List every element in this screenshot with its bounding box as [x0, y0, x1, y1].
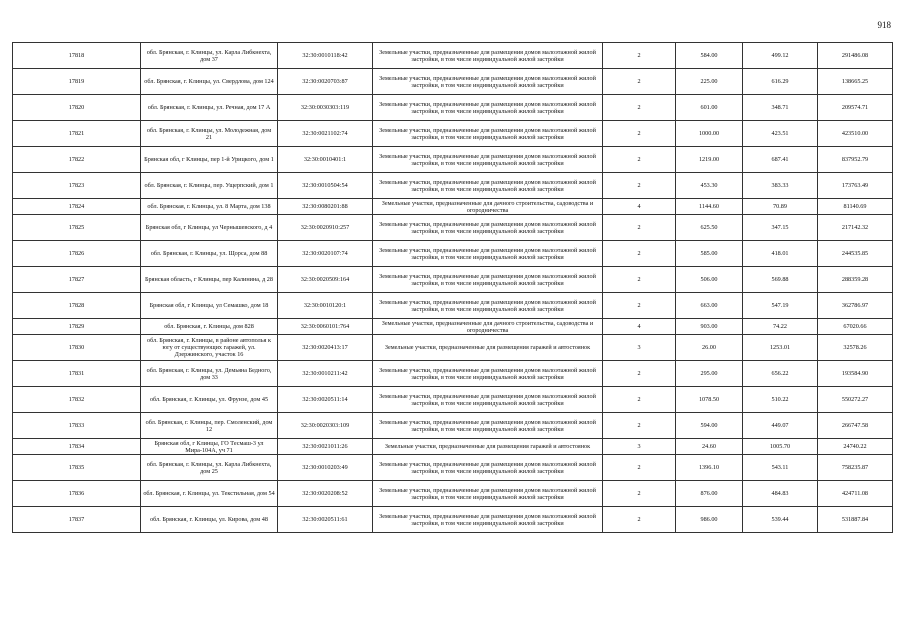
- page-number: 918: [877, 20, 891, 30]
- land-use-cell: Земельные участки, предназначенные для размещения домов малоэтажной жилой застройки, в том числе индивидуальной жилой застройки: [373, 387, 603, 413]
- cadastral-number-cell: 32:30:0010203:49: [278, 455, 373, 481]
- address-cell: обл. Брянская, г. Клинцы, ул. Речная, дом 17 А: [141, 95, 278, 121]
- table-row: [13, 507, 893, 533]
- cadastral-value-cell: 193584.90: [818, 361, 893, 387]
- table-row: [13, 43, 893, 69]
- area-cell: 26.00: [676, 335, 743, 361]
- cadastral-number-cell: 32:30:0030303:119: [278, 95, 373, 121]
- cadastral-number-cell: 32:30:0020413:17: [278, 335, 373, 361]
- rate-cell: 348.71: [743, 95, 818, 121]
- cadastral-value-cell: 550272.27: [818, 387, 893, 413]
- area-cell: 585.00: [676, 241, 743, 267]
- cadastral-number-cell: 32:30:0010504:54: [278, 173, 373, 199]
- cadastral-value-cell: 424711.08: [818, 481, 893, 507]
- land-use-cell: Земельные участки, предназначенные для размещения домов малоэтажной жилой застройки, в том числе индивидуальной жилой застройки: [373, 455, 603, 481]
- group-cell: 2: [603, 173, 676, 199]
- row-id: 17831: [13, 361, 141, 387]
- area-cell: 24.60: [676, 439, 743, 455]
- land-use-cell: Земельные участки, предназначенные для размещения домов малоэтажной жилой застройки, в том числе индивидуальной жилой застройки: [373, 361, 603, 387]
- row-id: 17826: [13, 241, 141, 267]
- land-use-cell: Земельные участки, предназначенные для размещения домов малоэтажной жилой застройки, в том числе индивидуальной жилой застройки: [373, 215, 603, 241]
- cadastral-value-cell: 288359.28: [818, 267, 893, 293]
- address-cell: обл. Брянская, г. Клинцы, ул. Молодежная, дом 21: [141, 121, 278, 147]
- rate-cell: 449.07: [743, 413, 818, 439]
- cadastral-number-cell: 32:30:0010120:1: [278, 293, 373, 319]
- row-id: 17833: [13, 413, 141, 439]
- cadastral-value-cell: 173763.49: [818, 173, 893, 199]
- cadastral-number-cell: 32:30:0080201:88: [278, 199, 373, 215]
- table-row: [13, 387, 893, 413]
- row-id: 17835: [13, 455, 141, 481]
- row-id: 17830: [13, 335, 141, 361]
- area-cell: 594.00: [676, 413, 743, 439]
- area-cell: 625.50: [676, 215, 743, 241]
- cadastral-number-cell: 32:30:0020208:52: [278, 481, 373, 507]
- rate-cell: 423.51: [743, 121, 818, 147]
- rate-cell: 347.15: [743, 215, 818, 241]
- group-cell: 2: [603, 413, 676, 439]
- area-cell: 601.00: [676, 95, 743, 121]
- group-cell: 2: [603, 95, 676, 121]
- land-use-cell: Земельные участки, предназначенные для размещения домов малоэтажной жилой застройки, в том числе индивидуальной жилой застройки: [373, 413, 603, 439]
- cadastral-value-cell: 837952.79: [818, 147, 893, 173]
- cadastral-value-cell: 244535.85: [818, 241, 893, 267]
- group-cell: 2: [603, 361, 676, 387]
- row-id: 17819: [13, 69, 141, 95]
- area-cell: 663.00: [676, 293, 743, 319]
- group-cell: 3: [603, 335, 676, 361]
- table-row: [13, 199, 893, 215]
- area-cell: 1000.00: [676, 121, 743, 147]
- table-row: [13, 319, 893, 335]
- cadastral-number-cell: 32:30:0021011:26: [278, 439, 373, 455]
- cadastral-value-cell: 531887.84: [818, 507, 893, 533]
- address-cell: обл. Брянская, г. Клинцы, пер. Ущерпский, дом 1: [141, 173, 278, 199]
- table-row: [13, 215, 893, 241]
- row-id: 17823: [13, 173, 141, 199]
- land-use-cell: Земельные участки, предназначенные для размещения гаражей и автостоянок: [373, 439, 603, 455]
- area-cell: 295.00: [676, 361, 743, 387]
- cadastral-value-cell: 758235.87: [818, 455, 893, 481]
- cadastral-number-cell: 32:30:0020107:74: [278, 241, 373, 267]
- row-id: 17834: [13, 439, 141, 455]
- cadastral-number-cell: 32:30:0020910:257: [278, 215, 373, 241]
- group-cell: 2: [603, 43, 676, 69]
- cadastral-number-cell: 32:30:0020511:14: [278, 387, 373, 413]
- land-use-cell: Земельные участки, предназначенные для размещения домов малоэтажной жилой застройки, в том числе индивидуальной жилой застройки: [373, 69, 603, 95]
- cadastral-value-cell: 423510.00: [818, 121, 893, 147]
- rate-cell: 1005.70: [743, 439, 818, 455]
- rate-cell: 74.22: [743, 319, 818, 335]
- row-id: 17825: [13, 215, 141, 241]
- group-cell: 4: [603, 319, 676, 335]
- land-use-cell: Земельные участки, предназначенные для размещения домов малоэтажной жилой застройки, в том числе индивидуальной жилой застройки: [373, 121, 603, 147]
- area-cell: 1078.50: [676, 387, 743, 413]
- area-cell: 584.00: [676, 43, 743, 69]
- land-use-cell: Земельные участки, предназначенные для размещения домов малоэтажной жилой застройки, в том числе индивидуальной жилой застройки: [373, 95, 603, 121]
- rate-cell: 418.01: [743, 241, 818, 267]
- group-cell: 2: [603, 267, 676, 293]
- cadastral-value-cell: 217142.32: [818, 215, 893, 241]
- area-cell: 225.00: [676, 69, 743, 95]
- table-row: [13, 455, 893, 481]
- address-cell: обл. Брянская, г. Клинцы, ул. Фрунзе, дом 45: [141, 387, 278, 413]
- rate-cell: 569.88: [743, 267, 818, 293]
- group-cell: 2: [603, 147, 676, 173]
- table-row: [13, 335, 893, 361]
- area-cell: 1219.00: [676, 147, 743, 173]
- cadastral-value-cell: 138665.25: [818, 69, 893, 95]
- table-row: [13, 241, 893, 267]
- address-cell: Брянская обл, г Клинцы, ул Чернышевского, д 4: [141, 215, 278, 241]
- group-cell: 2: [603, 241, 676, 267]
- cadastral-value-cell: 209574.71: [818, 95, 893, 121]
- group-cell: 2: [603, 121, 676, 147]
- cadastral-number-cell: 32:30:0020703:87: [278, 69, 373, 95]
- row-id: 17829: [13, 319, 141, 335]
- group-cell: 2: [603, 215, 676, 241]
- land-use-cell: Земельные участки, предназначенные для размещения домов малоэтажной жилой застройки, в том числе индивидуальной жилой застройки: [373, 293, 603, 319]
- land-use-cell: Земельные участки, предназначенные для размещения гаражей и автостоянок: [373, 335, 603, 361]
- cadastral-number-cell: 32:30:0010118:42: [278, 43, 373, 69]
- area-cell: 1396.10: [676, 455, 743, 481]
- address-cell: Брянская область, г Клинцы, пер Калинина, д 28: [141, 267, 278, 293]
- group-cell: 2: [603, 387, 676, 413]
- cadastral-value-cell: 291486.08: [818, 43, 893, 69]
- row-id: 17827: [13, 267, 141, 293]
- address-cell: обл. Брянская, г. Клинцы, ул. 8 Марта, дом 138: [141, 199, 278, 215]
- address-cell: обл. Брянская, г. Клинцы, в районе автополья к югу от существующих гаражей, ул. Дзержинского, участок 16: [141, 335, 278, 361]
- group-cell: 4: [603, 199, 676, 215]
- area-cell: 876.00: [676, 481, 743, 507]
- group-cell: 2: [603, 455, 676, 481]
- land-use-cell: Земельные участки, предназначенные для размещения домов малоэтажной жилой застройки, в том числе индивидуальной жилой застройки: [373, 43, 603, 69]
- cadastral-value-cell: 81140.69: [818, 199, 893, 215]
- table-row: [13, 69, 893, 95]
- cadastral-value-cell: 362786.97: [818, 293, 893, 319]
- cadastral-value-cell: 32578.26: [818, 335, 893, 361]
- address-cell: обл. Брянская, г. Клинцы, ул. Щорса, дом 88: [141, 241, 278, 267]
- area-cell: 903.00: [676, 319, 743, 335]
- land-use-cell: Земельные участки, предназначенные для размещения домов малоэтажной жилой застройки, в том числе индивидуальной жилой застройки: [373, 507, 603, 533]
- land-use-cell: Земельные участки, предназначенные для размещения домов малоэтажной жилой застройки, в том числе индивидуальной жилой застройки: [373, 267, 603, 293]
- rate-cell: 1253.01: [743, 335, 818, 361]
- group-cell: 2: [603, 293, 676, 319]
- table-row: [13, 267, 893, 293]
- rate-cell: 70.89: [743, 199, 818, 215]
- row-id: 17822: [13, 147, 141, 173]
- group-cell: 2: [603, 507, 676, 533]
- rate-cell: 510.22: [743, 387, 818, 413]
- area-cell: 986.00: [676, 507, 743, 533]
- address-cell: обл. Брянская, г. Клинцы, дом 828: [141, 319, 278, 335]
- row-id: 17836: [13, 481, 141, 507]
- address-cell: обл. Брянская, г. Клинцы, ул. Карла Либкнехта, дом 37: [141, 43, 278, 69]
- area-cell: 506.00: [676, 267, 743, 293]
- rate-cell: 656.22: [743, 361, 818, 387]
- table-row: [13, 121, 893, 147]
- table-row: [13, 147, 893, 173]
- rate-cell: 484.83: [743, 481, 818, 507]
- area-cell: 1144.60: [676, 199, 743, 215]
- cadastral-number-cell: 32:30:0060101:764: [278, 319, 373, 335]
- cadastral-number-cell: 32:30:0010211:42: [278, 361, 373, 387]
- land-use-cell: Земельные участки, предназначенные для размещения домов малоэтажной жилой застройки, в том числе индивидуальной жилой застройки: [373, 173, 603, 199]
- group-cell: 2: [603, 69, 676, 95]
- address-cell: Брянская обл, г Клинцы, пер 1-й Урицкого, дом 1: [141, 147, 278, 173]
- cadastral-number-cell: 32:30:0020511:61: [278, 507, 373, 533]
- table-row: [13, 173, 893, 199]
- land-use-cell: Земельные участки, предназначенные для дачного строительства, садоводства и огородничества: [373, 319, 603, 335]
- cadastral-value-cell: 266747.58: [818, 413, 893, 439]
- rate-cell: 687.41: [743, 147, 818, 173]
- rate-cell: 543.11: [743, 455, 818, 481]
- table-row: [13, 95, 893, 121]
- rate-cell: 616.29: [743, 69, 818, 95]
- land-use-cell: Земельные участки, предназначенные для дачного строительства, садоводства и огородничества: [373, 199, 603, 215]
- address-cell: Брянская обл, г Клинцы, ГО Тесмаш-3 ул Мира-104А, уч 71: [141, 439, 278, 455]
- rate-cell: 539.44: [743, 507, 818, 533]
- address-cell: обл. Брянская, г. Клинцы, пер. Смоленский, дом 12: [141, 413, 278, 439]
- address-cell: обл. Брянская, г. Клинцы, ул. Свердлова, дом 124: [141, 69, 278, 95]
- cadastral-number-cell: 32:30:0020303:109: [278, 413, 373, 439]
- cadastral-value-cell: 24740.22: [818, 439, 893, 455]
- address-cell: обл. Брянская, г. Клинцы, ул. Карла Либкнехта, дом 25: [141, 455, 278, 481]
- rate-cell: 383.33: [743, 173, 818, 199]
- row-id: 17821: [13, 121, 141, 147]
- land-use-cell: Земельные участки, предназначенные для размещения домов малоэтажной жилой застройки, в том числе индивидуальной жилой застройки: [373, 147, 603, 173]
- table-row: [13, 439, 893, 455]
- cadastral-number-cell: 32:30:0020509:164: [278, 267, 373, 293]
- address-cell: обл. Брянская, г. Клинцы, ул. Кирова, дом 48: [141, 507, 278, 533]
- rate-cell: 547.19: [743, 293, 818, 319]
- address-cell: обл. Брянская, г. Клинцы, ул. Демьяна Бедного, дом 33: [141, 361, 278, 387]
- rate-cell: 499.12: [743, 43, 818, 69]
- cadastral-value-table: [12, 42, 893, 533]
- address-cell: Брянская обл, г Клинцы, ул Семашко, дом 18: [141, 293, 278, 319]
- table-row: [13, 293, 893, 319]
- area-cell: 453.30: [676, 173, 743, 199]
- row-id: 17824: [13, 199, 141, 215]
- row-id: 17837: [13, 507, 141, 533]
- land-use-cell: Земельные участки, предназначенные для размещения домов малоэтажной жилой застройки, в том числе индивидуальной жилой застройки: [373, 481, 603, 507]
- table-row: [13, 481, 893, 507]
- row-id: 17832: [13, 387, 141, 413]
- cadastral-number-cell: 32:30:0021102:74: [278, 121, 373, 147]
- address-cell: обл. Брянская, г. Клинцы, ул. Текстильная, дом 54: [141, 481, 278, 507]
- table-row: [13, 361, 893, 387]
- land-use-cell: Земельные участки, предназначенные для размещения домов малоэтажной жилой застройки, в том числе индивидуальной жилой застройки: [373, 241, 603, 267]
- table-row: [13, 413, 893, 439]
- cadastral-number-cell: 32:30:0010401:1: [278, 147, 373, 173]
- group-cell: 3: [603, 439, 676, 455]
- cadastral-value-cell: 67020.66: [818, 319, 893, 335]
- row-id: 17828: [13, 293, 141, 319]
- group-cell: 2: [603, 481, 676, 507]
- row-id: 17820: [13, 95, 141, 121]
- row-id: 17818: [13, 43, 141, 69]
